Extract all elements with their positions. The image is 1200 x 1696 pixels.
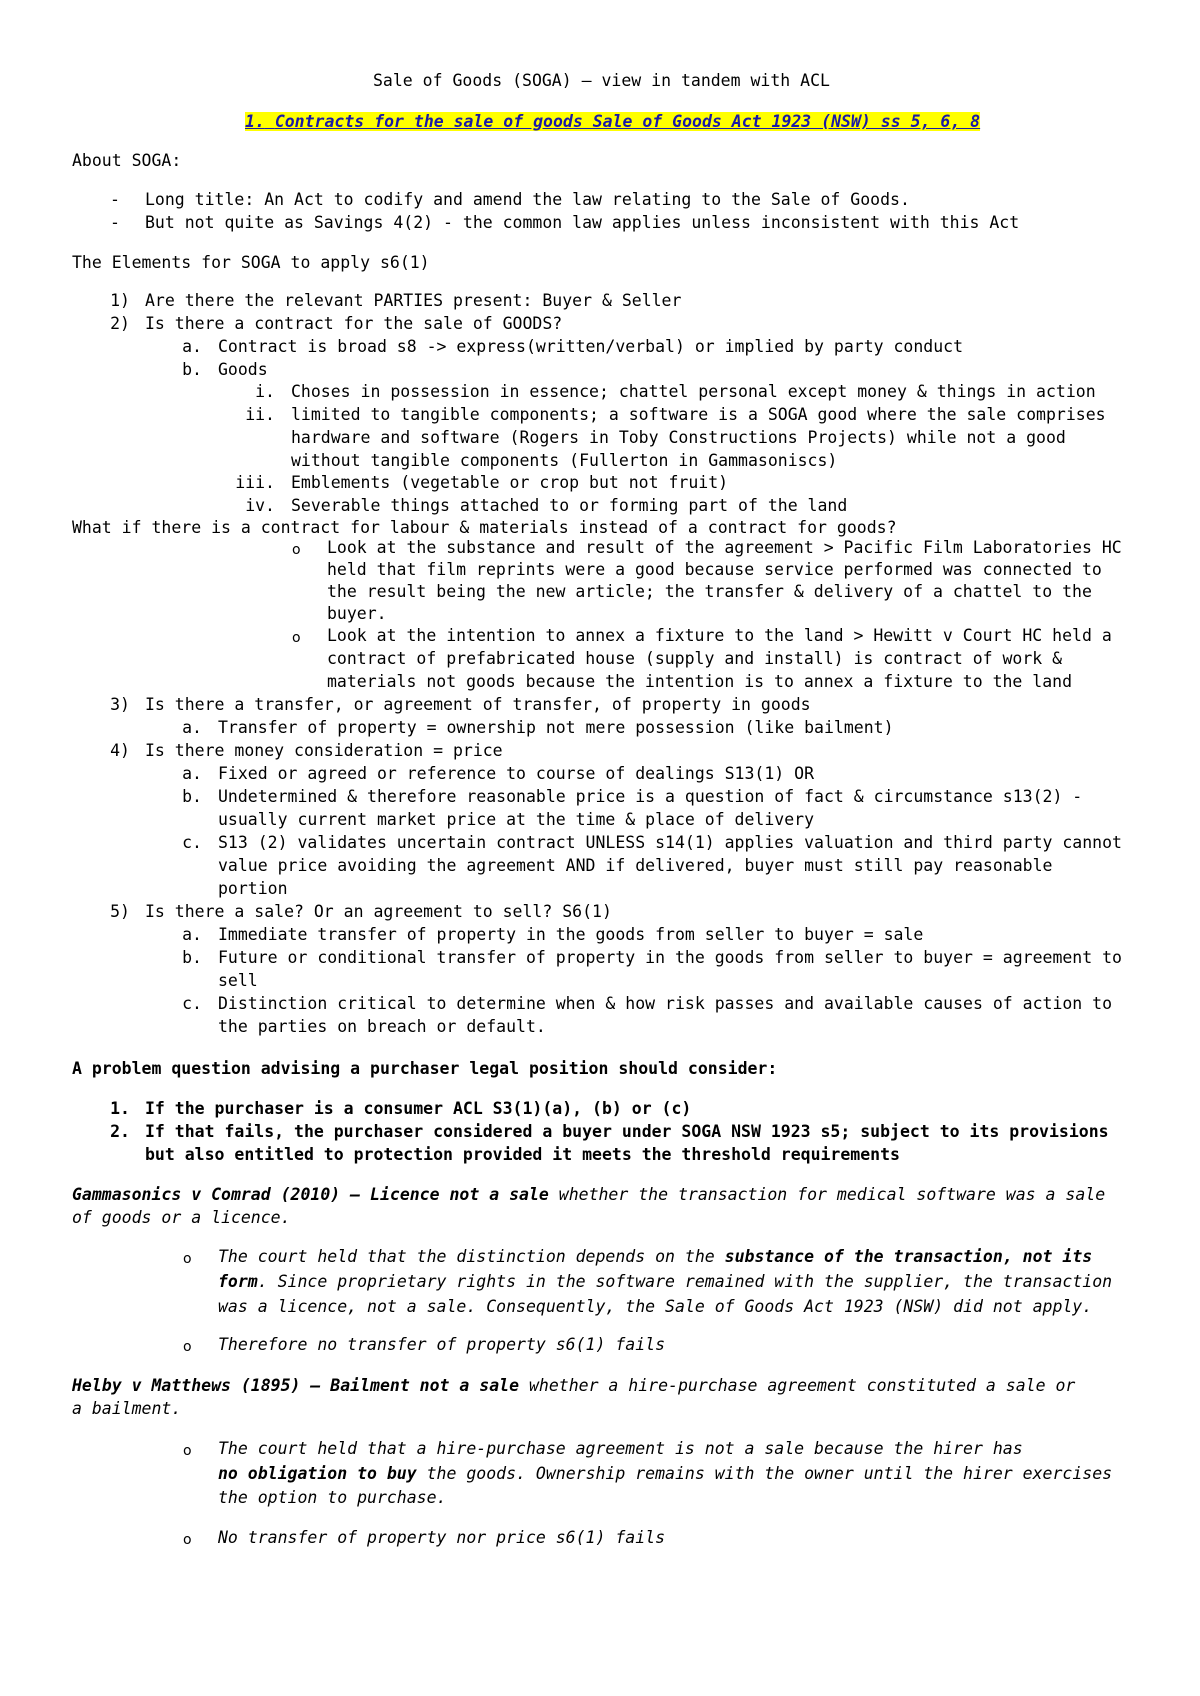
- elements-heading: The Elements for SOGA to apply s6(1): [72, 253, 430, 272]
- list-letter: a.: [182, 337, 202, 356]
- about-item: But not quite as Savings 4(2) - the common law applies unless inconsistent with this Act: [145, 213, 1020, 232]
- element-subitem: Contract is broad s8 -> express(written/verbal) or implied by party conduct: [218, 337, 964, 356]
- element-subitem: Future or conditional transfer of property in the goods from seller to buyer = agreement to: [218, 948, 1122, 967]
- about-item: Long title: An Act to codify and amend the law relating to the Sale of Goods.: [145, 190, 910, 209]
- case-point-cont: the option to purchase.: [218, 1488, 447, 1507]
- case-point-cont: was a licence, not a sale. Consequently, the Sale of Goods Act 1923 (NSW) did not apply.: [218, 1297, 1093, 1316]
- list-letter: a.: [182, 925, 202, 944]
- case-point-emphasis: form: [218, 1272, 258, 1291]
- circle-bullet: o: [292, 630, 301, 646]
- element-subitem: Undetermined & therefore reasonable price is a question of fact & circumstance s13(2) -: [218, 787, 1083, 806]
- case-point-cont: [218, 1271, 1112, 1294]
- heading-number: 1.: [245, 112, 265, 131]
- list-letter: b.: [182, 787, 202, 806]
- case-point-emphasis: no obligation to buy: [218, 1464, 417, 1483]
- circle-bullet: o: [183, 1251, 192, 1267]
- element-subitem: S13 (2) validates uncertain contract UNLESS s14(1) applies valuation and third party cannot: [218, 833, 1122, 852]
- case-point: [218, 1246, 1092, 1269]
- dash-bullet: -: [110, 190, 120, 209]
- element-subitem: Distinction critical to determine when & how risk passes and available causes of action to: [218, 994, 1113, 1013]
- element-subitem: Transfer of property = ownership not mere possession (like bailment): [218, 718, 894, 737]
- about-label: About SOGA:: [72, 151, 182, 170]
- element-subsubitem-cont: without tangible components (Fullerton in Gammasoniscs): [291, 451, 838, 470]
- element-subitem: Goods: [218, 360, 268, 379]
- list-number: 3): [110, 695, 130, 714]
- circle-bullet: o: [183, 1339, 192, 1355]
- element-item: Is there money consideration = price: [145, 741, 503, 760]
- case-name: Helby v Matthews (1895) – Bailment not a sale: [72, 1376, 520, 1395]
- list-roman: iii.: [235, 473, 275, 492]
- case-description-cont: of goods or a licence.: [72, 1208, 291, 1227]
- list-roman: i.: [255, 382, 275, 401]
- element-item: Is there a sale? Or an agreement to sell? S6(1): [145, 902, 612, 921]
- list-number: 1): [110, 291, 130, 310]
- list-letter: a.: [182, 764, 202, 783]
- dash-bullet: -: [110, 213, 120, 232]
- list-number: 2.: [110, 1122, 130, 1141]
- list-roman: iv.: [245, 496, 275, 515]
- list-number: 5): [110, 902, 130, 921]
- case-point: Therefore no transfer of property s6(1) fails: [218, 1335, 666, 1354]
- list-letter: b.: [182, 360, 202, 379]
- list-roman: ii.: [245, 405, 275, 424]
- list-letter: c.: [182, 994, 202, 1013]
- list-letter: a.: [182, 718, 202, 737]
- document-title: Sale of Goods (SOGA) – view in tandem with ACL: [373, 71, 830, 90]
- case-heading: [72, 1375, 1075, 1398]
- circle-bullet: o: [183, 1532, 192, 1548]
- problem-item: If that fails, the purchaser considered a buyer under SOGA NSW 1923 s5; subject to its provisions: [145, 1122, 1109, 1141]
- labour-point-cont: the result being the new article; the transfer & delivery of a chattel to the: [327, 582, 1092, 601]
- case-point-text: The court held that the distinction depends on the: [218, 1247, 725, 1266]
- labour-question: What if there is a contract for labour & materials instead of a contract for goods?: [72, 518, 897, 537]
- list-number: 4): [110, 741, 130, 760]
- labour-point-cont: materials not goods because the intention is to annex a fixture to the land: [327, 672, 1073, 691]
- list-number: 2): [110, 314, 130, 333]
- element-item: Is there a transfer, or agreement of transfer, of property in goods: [145, 695, 811, 714]
- element-subitem: Fixed or agreed or reference to course of dealings S13(1) OR: [218, 764, 815, 783]
- problem-heading: A problem question advising a purchaser legal position should consider:: [72, 1059, 778, 1078]
- case-point-cont: [218, 1463, 1112, 1486]
- element-subitem-cont: portion: [218, 879, 288, 898]
- case-description-cont: a bailment.: [72, 1399, 182, 1418]
- element-subitem-cont: value price avoiding the agreement AND if delivered, buyer must still pay reasonable: [218, 856, 1053, 875]
- labour-point-cont: contract of prefabricated house (supply and install) is contract of work &: [327, 649, 1063, 668]
- element-subitem-cont: sell: [218, 971, 258, 990]
- case-point: The court held that a hire-purchase agreement is not a sale because the hirer has: [218, 1439, 1023, 1458]
- case-description: whether a hire-purchase agreement constituted a sale or: [519, 1376, 1076, 1395]
- list-letter: b.: [182, 948, 202, 967]
- element-item: Are there the relevant PARTIES present: Buyer & Seller: [145, 291, 682, 310]
- list-letter: c.: [182, 833, 202, 852]
- element-subsubitem-cont: hardware and software (Rogers in Toby Constructions Projects) while not a good: [291, 428, 1066, 447]
- case-point: No transfer of property nor price s6(1) fails: [218, 1528, 666, 1547]
- circle-bullet: o: [292, 542, 301, 558]
- labour-point: Look at the substance and result of the agreement > Pacific Film Laboratories HC: [327, 538, 1122, 557]
- list-number: 1.: [110, 1099, 130, 1118]
- element-subsubitem: limited to tangible components; a software is a SOGA good where the sale comprises: [291, 405, 1106, 424]
- problem-item: If the purchaser is a consumer ACL S3(1)(a), (b) or (c): [145, 1099, 692, 1118]
- case-heading: [72, 1184, 1105, 1207]
- case-point-emphasis: substance of the transaction, not its: [724, 1247, 1093, 1266]
- case-name: Gammasonics v Comrad (2010) – Licence not a sale: [72, 1185, 549, 1204]
- element-subitem-cont: usually current market price at the time & place of delivery: [218, 810, 815, 829]
- heading-text: Contracts for the sale of goods Sale of Goods Act 1923 (NSW) ss 5, 6, 8: [274, 112, 981, 131]
- labour-point: Look at the intention to annex a fixture to the land > Hewitt v Court HC held a: [327, 626, 1112, 645]
- element-subsubitem: Choses in possession in essence; chattel personal except money & things in action: [291, 382, 1096, 401]
- labour-point-cont: buyer.: [327, 604, 387, 623]
- case-description: whether the transaction for medical software was a sale: [548, 1185, 1106, 1204]
- case-point-text: the goods. Ownership remains with the owner until the hirer exercises: [416, 1464, 1113, 1483]
- element-item: Is there a contract for the sale of GOODS?: [145, 314, 563, 333]
- case-point-text: . Since proprietary rights in the software remained with the supplier, the transaction: [257, 1272, 1113, 1291]
- element-subitem: Immediate transfer of property in the goods from seller to buyer = sale: [218, 925, 924, 944]
- circle-bullet: o: [183, 1443, 192, 1459]
- section-heading: [245, 111, 980, 134]
- problem-item-cont: but also entitled to protection provided it meets the threshold requirements: [145, 1145, 900, 1164]
- element-subsubitem: Severable things attached to or forming part of the land: [291, 496, 848, 515]
- element-subsubitem: Emblements (vegetable or crop but not fruit): [291, 473, 729, 492]
- element-subitem-cont: the parties on breach or default.: [218, 1017, 546, 1036]
- labour-point-cont: held that film reprints were a good because service performed was connected to: [327, 560, 1102, 579]
